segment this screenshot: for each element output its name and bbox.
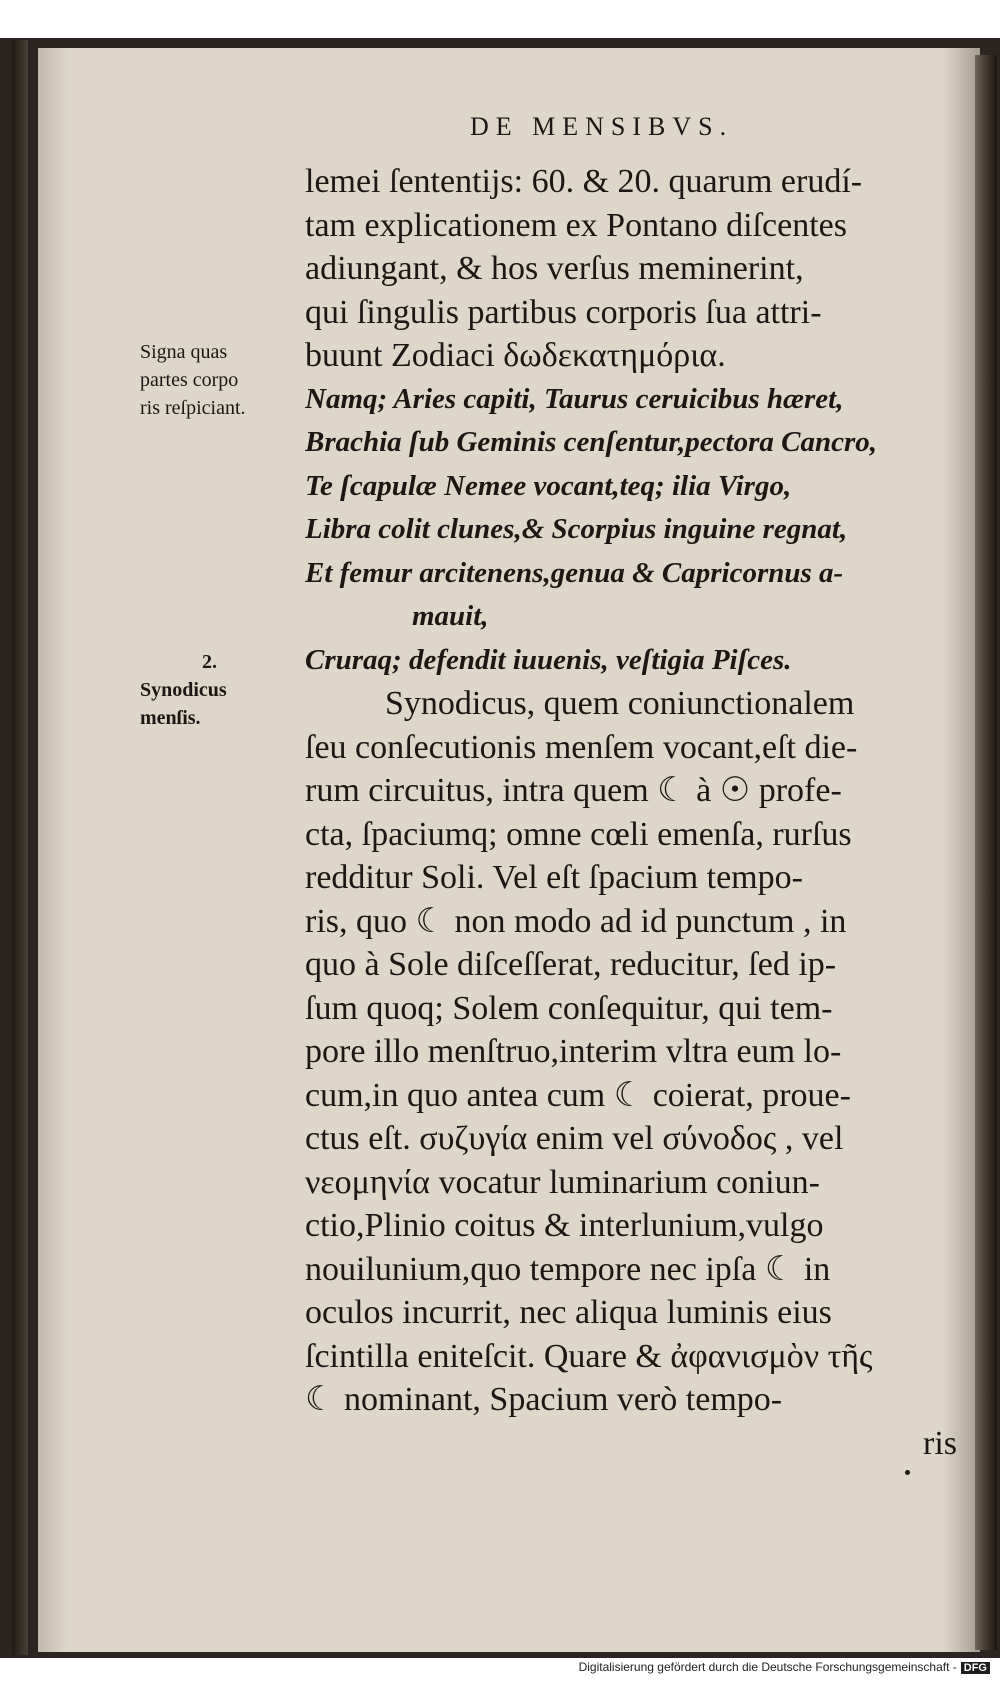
text-line: Cruraq; defendit iuuenis, veſtigia Piſces. bbox=[305, 643, 792, 676]
margin-note-number: 2. bbox=[202, 651, 217, 673]
text-line: Namq; Aries capiti, Taurus ceruicibus hæret, bbox=[305, 382, 844, 415]
text-line: cta, ſpaciumq; omne cœli emenſa, rurſus bbox=[305, 815, 852, 853]
text-line: mauit, bbox=[412, 600, 489, 632]
text-line: qui ſingulis partibus corporis ſua attri- bbox=[305, 293, 822, 331]
text-line: oculos incurrit, nec aliqua luminis eius bbox=[305, 1294, 832, 1331]
text-line: nouilunium,quo tempore nec ipſa ☾ in bbox=[305, 1250, 831, 1288]
text-line: ctus eſt. συζυγία enim vel σύνοδος , vel bbox=[305, 1120, 844, 1157]
text-line: Libra colit clunes,& Scorpius inguine regnat, bbox=[305, 513, 848, 545]
text-line: νεομηνία vocatur luminarium coniun- bbox=[305, 1163, 820, 1201]
text-line: ſcintilla eniteſcit. Quare & ἀφανισμὸν τῆς bbox=[305, 1337, 873, 1375]
book-spine bbox=[12, 40, 28, 1655]
margin-note-line: Synodicus bbox=[140, 679, 227, 701]
page-edge bbox=[975, 55, 997, 1650]
text-line: tam explicationem ex Pontano diſcentes bbox=[305, 206, 847, 244]
text-line: ris, quo ☾ non modo ad id punctum , in bbox=[305, 902, 847, 940]
text-line: Synodicus, quem coniunctionalem bbox=[385, 685, 855, 722]
margin-note-signa bbox=[140, 338, 246, 422]
text-line: Brachia ſub Geminis cenſentur,pectora Cancro, bbox=[305, 426, 877, 458]
text-line: adiungant, & hos verſus meminerint, bbox=[305, 250, 804, 287]
margin-note-line: ris reſpiciant. bbox=[140, 397, 246, 419]
text-line: rum circuitus, intra quem ☾ à ☉ profe- bbox=[305, 772, 842, 809]
footer-text: Digitalisierung gefördert durch die Deutsche Forschungsgemeinschaft - bbox=[578, 1660, 957, 1674]
dfg-logo: DFG bbox=[961, 1662, 990, 1674]
margin-note-synodicus bbox=[140, 648, 227, 732]
text-line: ſum quoq; Solem conſequitur, qui tem- bbox=[305, 989, 833, 1027]
digitization-footer bbox=[579, 1660, 990, 1674]
margin-note-line: Signa quas bbox=[140, 341, 228, 363]
text-line: ☾ nominant, Spacium verò tempo- bbox=[305, 1381, 783, 1418]
text-line: redditur Soli. Vel eſt ſpacium tempo- bbox=[305, 859, 803, 896]
text-line: quo à Sole diſceſſerat, reducitur, ſed ip- bbox=[305, 946, 837, 983]
margin-note-line: menſis. bbox=[140, 707, 201, 729]
text-line: lemei ſententijs: 60. & 20. quarum erudí- bbox=[305, 163, 863, 200]
catchword-dot bbox=[905, 1470, 910, 1475]
text-line: ctio,Plinio coitus & interlunium,vulgo bbox=[305, 1207, 824, 1244]
text-line: ſeu conſecutionis menſem vocant,eſt die- bbox=[305, 728, 858, 766]
text-line: cum,in quo antea cum ☾ coierat, proue- bbox=[305, 1076, 851, 1114]
text-line: Te ſcapulæ Nemee vocant,teq; ilia Virgo, bbox=[305, 469, 792, 502]
text-line: ris bbox=[923, 1424, 957, 1462]
main-text-block bbox=[305, 160, 957, 1465]
text-line: Et femur arcitenens,genua & Capricornus a- bbox=[305, 556, 844, 589]
margin-note-line: partes corpo bbox=[140, 369, 239, 391]
text-line: buunt Zodiaci δωδεκατημόρια. bbox=[305, 337, 726, 374]
running-head: DE MENSIBVS. bbox=[470, 112, 734, 141]
text-line: pore illo menſtruo,interim vltra eum lo- bbox=[305, 1033, 842, 1070]
